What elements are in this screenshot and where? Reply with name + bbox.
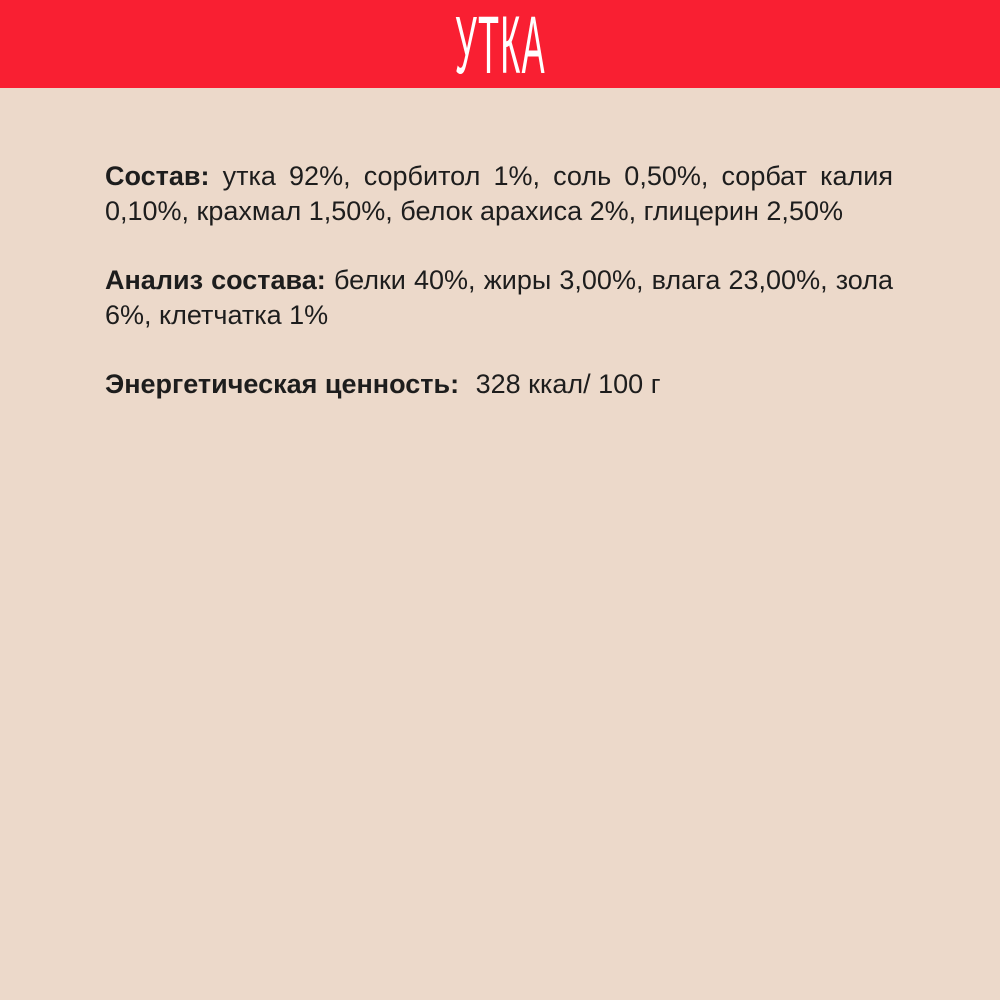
energy-value: 328 ккал/ 100 г xyxy=(475,369,661,399)
header-banner xyxy=(0,0,1000,91)
product-details xyxy=(0,88,1000,402)
page-title: УТКА xyxy=(454,0,546,91)
composition-text: утка 92%, сорбитол 1%, соль 0,50%, сорбат калия 0,10%, крахмал 1,50%, белок арахиса 2%, глицерин 2,50% xyxy=(105,161,893,226)
analysis-label: Анализ состава: xyxy=(105,265,326,295)
energy-section xyxy=(105,367,893,402)
analysis-section xyxy=(105,263,893,333)
energy-label: Энергетическая ценность: xyxy=(105,369,460,399)
analysis-text: белки 40%, жиры 3,00%, влага 23,00%, зола 6%, клетчатка 1% xyxy=(105,265,893,330)
composition-label: Состав: xyxy=(105,161,210,191)
composition-section xyxy=(105,159,893,229)
